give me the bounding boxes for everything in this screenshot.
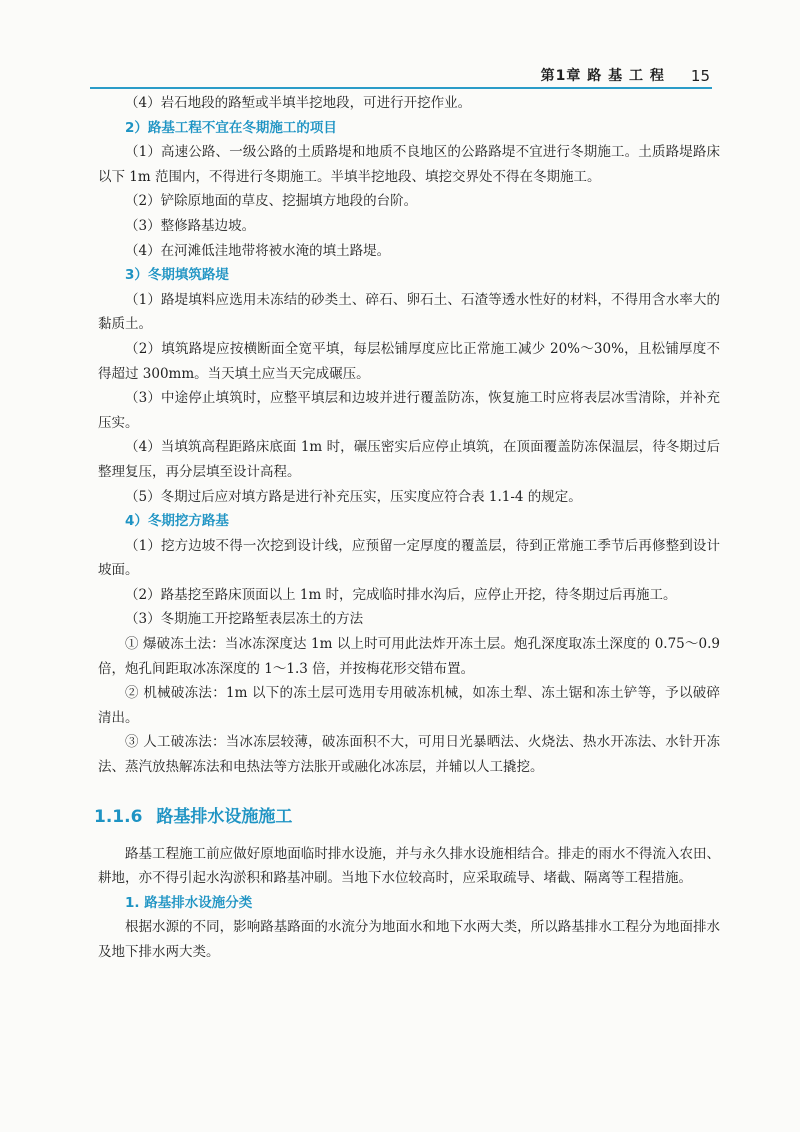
paragraph: （1）挖方边坡不得一次挖到设计线，应预留一定厚度的覆盖层，待到正常施工季节后再修整到设计坡面。 [98, 537, 720, 579]
paragraph: ① 爆破冻土法：当冰冻深度达 1m 以上时可用此法炸开冻土层。炮孔深度取冻土深度的 0.75～0.9 倍，炮孔间距取冰冻深度的 1～1.3 倍，并按梅花形交错布置。 [98, 636, 720, 677]
paragraph: （2）路基挖至路床顶面以上 1m 时，完成临时排水沟后，应停止开挖，待冬期过后再施工。 [125, 586, 677, 603]
paragraph: （2）填筑路堤应按横断面全宽平填，每层松铺厚度应比正常施工减少 20%～30%，且松铺厚度不得超过 300mm。当天填土应当天完成碾压。 [98, 340, 720, 382]
paragraph: （4）在河滩低洼地带将被水淹的填土路堤。 [125, 242, 391, 259]
paragraph: （1）路堤填料应选用未冻结的砂类土、碎石、卵石土、石渣等透水性好的材料，不得用含水率大的黏质土。 [98, 291, 720, 333]
header-rule [90, 87, 712, 89]
subheading: 4）冬期挖方路基 [125, 513, 229, 530]
paragraph: （2）铲除原地面的草皮、挖掘填方地段的台阶。 [125, 193, 418, 210]
section-heading [94, 804, 720, 830]
paragraph: ② 机械破冻法：1m 以下的冻土层可选用专用破冻机械，如冻土犁、冻土锯和冻土铲等，予以破碎清出。 [98, 685, 720, 726]
page-body [94, 91, 720, 965]
section-title: 路基排水设施施工 [156, 806, 293, 827]
paragraph: （5）冬期过后应对填方路是进行补充压实，压实度应符合表 1.1-4 的规定。 [125, 488, 582, 505]
subheading: 3）冬期填筑路堤 [125, 267, 229, 284]
page-number: 15 [690, 67, 710, 85]
paragraph: ③ 人工破冻法：当冰冻层较薄，破冻面积不大，可用日光暴晒法、火烧法、热水开冻法、水针开冻法、蒸汽放热解冻法和电热法等方法胀开或融化冰冻层，并辅以人工撬挖。 [98, 734, 720, 776]
paragraph: 根据水源的不同，影响路基路面的水流分为地面水和地下水两大类，所以路基排水工程分为地面排水及地下排水两大类。 [98, 919, 720, 960]
paragraph: （4）当填筑高程距路床底面 1m 时，碾压密实后应停止填筑，在顶面覆盖防冻保温层，待冬期过后整理复压，再分层填至设计高程。 [98, 439, 720, 480]
paragraph: （3）冬期施工开挖路堑表层冻土的方法 [125, 611, 364, 628]
paragraph: 路基工程施工前应做好原地面临时排水设施，并与永久排水设施相结合。排走的雨水不得流入农田、耕地，亦不得引起水沟淤积和路基冲刷。当地下水位较高时，应采取疏导、堵截、隔离等工程措施。 [98, 845, 720, 887]
subheading: 2）路基工程不宜在冬期施工的项目 [125, 119, 337, 136]
paragraph: （3）整修路基边坡。 [125, 217, 256, 234]
running-header [90, 55, 710, 85]
paragraph: （3）中途停止填筑时，应整平填层和边坡并进行覆盖防冻，恢复施工时应将表层冰雪清除，并补充压实。 [98, 390, 720, 431]
section-number: 1.1.6 [94, 806, 143, 827]
paragraph: （1）高速公路、一级公路的土质路堤和地质不良地区的公路路堤不宜进行冬期施工。土质路堤路床以下 1m 范围内，不得进行冬期施工。半填半挖地段、填挖交界处不得在冬期施工。 [98, 144, 720, 185]
paragraph: （4）岩石地段的路堑或半填半挖地段，可进行开挖作业。 [125, 95, 472, 111]
chapter-title: 第1章 路 基 工 程 [540, 68, 665, 84]
subheading: 1. 路基排水设施分类 [125, 894, 253, 911]
